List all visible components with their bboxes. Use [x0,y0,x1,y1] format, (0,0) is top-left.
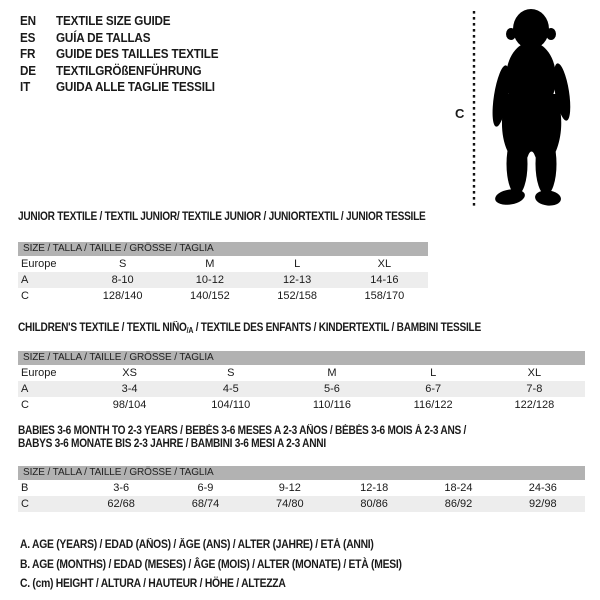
language-code: EN [20,13,36,28]
language-title: TEXTILGRÖßENFÜHRUNG [56,62,202,78]
row-label: A [21,274,29,286]
table-row-height [18,288,428,304]
children-size-table-wrap [18,351,585,413]
size-cell: XL [527,367,542,379]
row-label: C [21,498,29,510]
row-label: Europe [21,367,57,379]
section-junior-textile [18,211,585,304]
size-cell: L [430,367,437,379]
size-cell: 86/92 [444,498,473,510]
row-label: B [21,482,29,494]
language-title: GUIDA ALLE TAGLIE TESSILI [56,79,215,94]
table-row-months [18,480,585,496]
size-cell: 80/86 [360,498,388,510]
section-title [18,425,517,451]
size-header-bar: SIZE / TALLA / TAILLE / GRÖSSE / TAGLIA [18,242,428,256]
size-cell: 3-4 [121,383,138,395]
size-cell: M [205,258,215,270]
table-row-height [18,397,585,413]
size-cell: 7-8 [526,383,543,395]
size-cell: 140/152 [189,290,230,302]
size-cell: 110/116 [312,399,352,411]
size-header-bar: SIZE / TALLA / TAILLE / GRÖSSE / TAGLIA [18,466,585,480]
section-title-subscript: /A [186,326,194,335]
babies-size-table-wrap [18,466,585,512]
size-cell: 3-6 [113,482,130,494]
height-measure-label: C [455,106,465,121]
size-cell: 74/80 [276,498,304,510]
size-cell: 5-6 [324,383,340,395]
language-code: FR [20,46,36,61]
footnote-c: C. (cm) HEIGHT / ALTURA / HAUTEUR / HÖHE / ALTEZZA [20,578,286,590]
size-cell: XL [377,258,392,270]
size-cell: 6-7 [425,383,442,395]
language-code: ES [20,29,36,45]
size-cell: 104/110 [211,399,251,411]
size-cell: 158/170 [364,290,405,302]
size-cell: 9-12 [278,482,301,494]
size-cell: 152/158 [277,290,317,302]
junior-size-table-wrap [18,242,428,304]
babies-size-table [18,480,585,512]
language-row-en [20,13,218,30]
table-row-age [18,272,428,288]
size-cell: 6-9 [197,482,214,494]
size-cell: M [327,367,337,379]
height-dashed-line-icon [472,9,476,209]
size-cell: S [227,367,235,379]
section-title-line2: BABYS 3-6 MONATE BIS 2-3 JAHRE / BAMBINI 3-6 MESI A 2-3 ANNI [18,438,326,450]
size-cell: 24-36 [528,482,557,494]
section-childrens-textile [18,322,585,413]
language-title: GUÍA DE TALLAS [56,29,151,45]
language-row-de [20,63,218,80]
size-cell: 98/104 [112,399,147,411]
baby-silhouette-icon [481,6,589,212]
language-code: IT [20,79,31,94]
language-code: DE [20,62,36,78]
children-size-table [18,365,585,413]
language-row-it [20,79,218,96]
size-cell: 122/128 [514,399,555,411]
size-cell: 68/74 [191,498,220,510]
language-title: GUIDE DES TAILLES TEXTILE [56,46,219,61]
language-title-list [20,13,218,96]
size-cell: L [294,258,301,270]
footnote-a: A. AGE (YEARS) / EDAD (AÑOS) / ÂGE (ANS) / ALTER (JAHRE) / ETÀ (ANNI) [20,539,374,551]
section-babies-textile [18,425,585,512]
row-label: C [21,290,29,302]
size-cell: 62/68 [107,498,135,510]
section-title-part: / TEXTILE DES ENFANTS / KINDERTEXTIL / BAMBINI TESSILE [193,322,481,334]
table-row-age [18,381,585,397]
table-row-europe [18,365,585,381]
section-title-part: CHILDREN'S TEXTILE / TEXTIL NIÑO [18,322,187,334]
table-row-height [18,496,585,512]
row-label: C [21,399,29,411]
size-cell: 10-12 [195,274,224,286]
section-title: JUNIOR TEXTILE / TEXTIL JUNIOR/ TEXTILE JUNIOR / JUNIORTEXTIL / JUNIOR TESSILE [18,211,426,223]
size-cell: S [118,258,127,270]
row-label: Europe [21,258,57,270]
language-row-es [20,30,218,47]
section-title-line1: BABIES 3-6 MONTH TO 2-3 YEARS / BEBÉS 3-6 MESES A 2-3 AÑOS / BÉBÉS 3-6 MOIS À 2-3 ANS / [18,425,467,437]
size-cell: 92/98 [529,498,557,510]
footnote-legend [20,536,402,595]
height-measure-figure [447,6,595,214]
size-cell: 18-24 [444,482,473,494]
size-header-bar: SIZE / TALLA / TAILLE / GRÖSSE / TAGLIA [18,351,585,365]
size-cell: 12-13 [283,274,312,286]
table-row-europe [18,256,428,272]
size-cell: XS [122,367,137,379]
junior-size-table [18,256,428,304]
size-cell: 116/122 [413,399,453,411]
language-row-fr [20,46,218,63]
size-cell: 4-5 [222,383,239,395]
size-cell: 128/140 [102,290,143,302]
size-cell: 12-18 [360,482,389,494]
size-cell: 8-10 [111,274,134,286]
size-cell: 14-16 [370,274,399,286]
section-title [18,322,517,337]
footnote-b: B. AGE (MONTHS) / EDAD (MESES) / ÂGE (MOIS) / ALTER (MONATE) / ETÀ (MESI) [20,558,402,571]
row-label: A [21,383,29,395]
language-title: TEXTILE SIZE GUIDE [56,13,171,28]
